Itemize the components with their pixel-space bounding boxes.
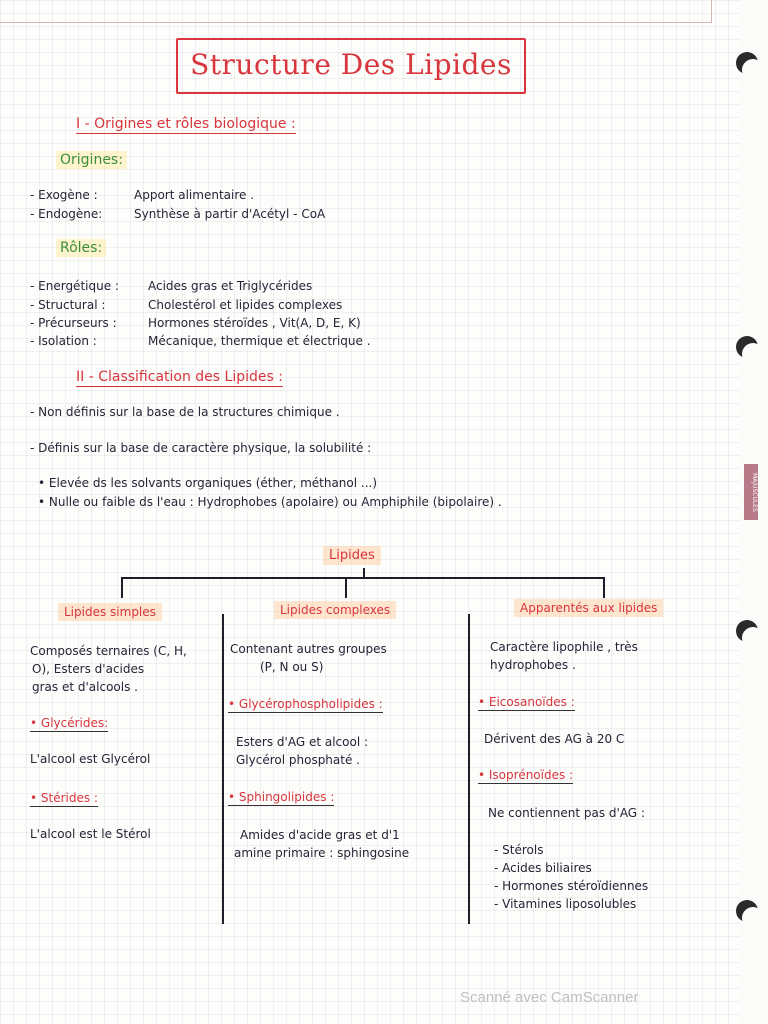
subheading-isoprenoides: • Isoprénoïdes : [478,768,574,782]
column-text: Dérivent des AG à 20 C [484,732,625,746]
subheading-sphingolipides: • Sphingolipides : [228,790,335,804]
column-divider [222,614,224,924]
tree-connector [121,577,123,598]
list-item: - Vitamines liposolubles [494,897,637,911]
column-text: Caractère lipophile , très hydrophobes . [490,640,638,672]
section-2-heading: II - Classification des Lipides : [76,369,283,385]
page-margin-line [0,22,712,23]
classification-line: - Non définis sur la base de la structures chimique . [30,405,340,419]
isoprenoid-list [494,841,648,913]
page-tab: MAJUSCULES [744,464,758,520]
column-text: Contenant autres groupes (P, N ou S) [230,642,387,674]
origins-title: Origines: [56,151,127,169]
column-text: Amides d'acide gras et d'1 amine primaire : sphingosine [234,828,410,860]
subheading-glycerides: • Glycérides: [30,716,109,730]
column-text: L'alcool est le Stérol [30,827,151,841]
page-margin-line-vertical [711,0,712,23]
column-text: Composés ternaires (C, H, O), Esters d'acides gras et d'alcools . [30,644,187,694]
classification-bullet: • Nulle ou faible ds l'eau : Hydrophobes (apolaire) ou Amphiphile (bipolaire) . [38,495,502,509]
roles-title: Rôles: [56,239,106,257]
binder-hole [736,620,758,642]
column-text: Ne contiennent pas d'AG : [488,806,645,820]
list-item: - Stérols [494,843,544,857]
classification-line: - Définis sur la base de caractère physique, la solubilité : [30,441,372,455]
subheading-eicosanoides: • Eicosanoïdes : [478,695,575,709]
list-item: - Acides biliaires [494,861,592,875]
title-box [176,38,526,94]
tree-connector [603,577,605,598]
column-divider [468,614,470,924]
list-item: - Hormones stéroïdiennes [494,879,649,893]
column-text: Esters d'AG et alcool : Glycérol phosphaté . [236,735,369,767]
tree-root: Lipides [323,546,381,565]
subheading-sterides: • Stérides : [30,791,98,805]
column-head-lipides-simples: Lipides simples [58,603,162,621]
tree-connector [345,577,347,598]
origin-item: - Endogène: Synthèse à partir d'Acétyl - CoA [30,207,326,221]
page-title: Structure Des Lipides [190,48,512,81]
binder-hole [736,52,758,74]
binder-hole [736,900,758,922]
tree-branch-line [121,577,604,579]
binder-hole [736,336,758,358]
subheading-glycerophospholipides: • Glycérophospholipides : [228,697,383,711]
role-item: - Isolation : Mécanique, thermique et électrique . [30,334,371,348]
role-item: - Précurseurs : Hormones stéroïdes , Vit(A, D, E, K) [30,316,361,330]
classification-bullet: • Elevée ds les solvants organiques (éther, méthanol ...) [38,476,378,490]
scanner-watermark: Scanné avec CamScanner [460,989,639,1006]
origin-item: - Exogène : Apport alimentaire . [30,188,255,202]
column-text: L'alcool est Glycérol [30,752,151,766]
column-head-apparentes: Apparentés aux lipides [514,599,663,617]
section-1-heading: I - Origines et rôles biologique : [76,116,296,132]
column-head-lipides-complexes: Lipides complexes [274,601,396,619]
role-item: - Structural : Cholestérol et lipides complexes [30,298,343,312]
role-item: - Energétique : Acides gras et Triglycérides [30,279,313,293]
